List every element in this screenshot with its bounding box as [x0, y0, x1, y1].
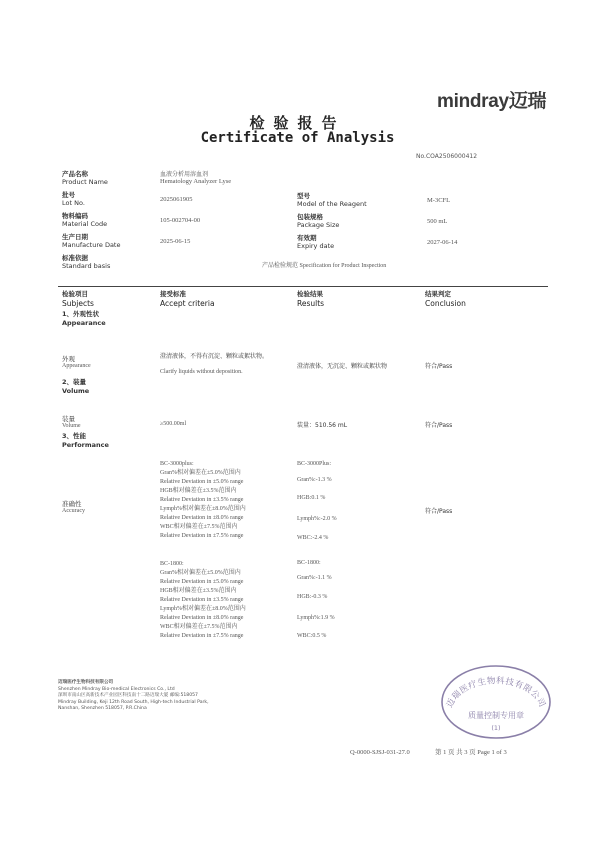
- company-footer: [58, 680, 209, 713]
- volume-criteria: ≥500.00ml: [160, 421, 187, 427]
- form-number: Q-0000-SJSJ-031-27.0: [350, 749, 410, 756]
- product-name-value-en: Hematology Analyzer Lyse: [160, 178, 232, 185]
- accuracy-result-2-gran: Gran%:-1.1 %: [297, 575, 332, 581]
- footer-line: Shenzhen Mindray Bio-medical Electronics Co., Ltd: [58, 686, 175, 692]
- criteria-line: Relative Deviation in ±8.0% range: [160, 615, 244, 621]
- seal-number-text: (1): [491, 724, 501, 732]
- criteria-header-en: Accept criteria: [160, 299, 215, 308]
- criteria-line: Relative Deviation in ±8.0% range: [160, 515, 244, 521]
- appearance-criteria-en: Clarify liquids without deposition.: [160, 369, 243, 375]
- page-number: 第 1 页 共 3 页 Page 1 of 3: [435, 749, 507, 756]
- material-code-label-en: Material Code: [62, 220, 108, 228]
- footer-line: Nanshan, Shenzhen 518057, P.R.China: [58, 706, 147, 712]
- criteria-line: HGB相对偏差在±3.5%范围内: [160, 588, 237, 594]
- model-label-cn: 型号: [297, 192, 310, 200]
- section-volume-title-en: Volume: [62, 387, 90, 395]
- section-volume-title-cn: 2、装量: [62, 378, 87, 386]
- accuracy-result-2-instrument: BC-1800:: [297, 560, 321, 566]
- seal-sub-text: 质量控制专用章: [468, 711, 524, 720]
- standard-basis-value: 产品检验规范 Specification for Product Inspection: [262, 263, 387, 269]
- criteria-line: Gran%相对偏差在±5.0%范围内: [160, 470, 241, 476]
- quality-control-seal: [440, 663, 552, 741]
- accuracy-result-2-lymph: Lymph%:1.9 %: [297, 615, 335, 621]
- footer-line: 深圳市南山区高新技术产业园区科技南十二路迈瑞大厦 邮编:518057: [58, 693, 198, 699]
- seal-graphic: [440, 663, 552, 741]
- volume-result: 装量：510.56 mL: [297, 422, 348, 429]
- accuracy-subject-cn: 准确性: [62, 500, 82, 508]
- manufacture-date-label-cn: 生产日期: [62, 233, 88, 241]
- section-appearance-title-en: Appearance: [62, 319, 106, 327]
- mindray-logo: mindray迈瑞: [437, 91, 547, 112]
- footer-line: 迈瑞医疗生物科技有限公司: [58, 680, 114, 685]
- product-name-label-en: Product Name: [62, 178, 108, 186]
- accuracy-criteria-block-2: [160, 560, 246, 641]
- criteria-line: Relative Deviation in ±3.5% range: [160, 497, 244, 503]
- page-footer: [350, 747, 507, 756]
- appearance-conclusion: 符合/Pass: [425, 363, 453, 370]
- volume-subject-cn: 装量: [62, 415, 75, 423]
- product-name-label-cn: 产品名称: [62, 170, 88, 178]
- lot-no-value: 2025061905: [160, 196, 193, 203]
- package-size-label-cn: 包装规格: [297, 213, 323, 221]
- appearance-criteria-cn: 澄清液体，不得有沉淀、颗粒或絮状物。: [160, 353, 269, 360]
- criteria-line: BC-3000plus:: [160, 461, 194, 467]
- volume-subject-en: Volume: [62, 423, 81, 429]
- material-code-label-cn: 物料编码: [62, 212, 88, 220]
- results-header-cn: 检验结果: [297, 290, 323, 298]
- lot-no-label-cn: 批号: [62, 191, 75, 199]
- accuracy-result-2-wbc: WBC:0.5 %: [297, 633, 327, 639]
- criteria-line: Gran%相对偏差在±5.0%范围内: [160, 570, 241, 576]
- appearance-subject-cn: 外观: [62, 355, 75, 363]
- subjects-header-cn: 检验项目: [62, 290, 88, 298]
- criteria-line: Relative Deviation in ±3.5% range: [160, 597, 244, 603]
- footer-line: Mindray Building, Keji 12th Road South, High-tech Industrial Park,: [58, 699, 209, 705]
- appearance-result: 澄清液体，无沉淀、颗粒或絮状物: [297, 363, 388, 370]
- criteria-line: Relative Deviation in ±5.0% range: [160, 479, 244, 485]
- table-top-rule: [58, 286, 548, 287]
- accuracy-result-1-lymph: Lymph%:-2.0 %: [297, 516, 337, 522]
- appearance-subject-en: Appearance: [62, 363, 91, 369]
- criteria-line: Relative Deviation in ±7.5% range: [160, 633, 244, 639]
- volume-conclusion: 符合/Pass: [425, 422, 453, 429]
- conclusion-header-en: Conclusion: [425, 299, 466, 308]
- accuracy-criteria-block-1: [160, 460, 246, 541]
- criteria-line: WBC相对偏差在±7.5%范围内: [160, 624, 238, 630]
- accuracy-result-1-wbc: WBC:-2.4 %: [297, 535, 329, 541]
- lot-no-label-en: Lot No.: [62, 199, 85, 207]
- results-header-en: Results: [297, 299, 325, 308]
- conclusion-header-cn: 结果判定: [425, 290, 451, 298]
- accuracy-result-2-hgb: HGB:-0.3 %: [297, 594, 328, 600]
- accuracy-result-1-gran: Gran%:-1.3 %: [297, 477, 332, 483]
- subjects-header-en: Subjects: [62, 299, 94, 308]
- manufacture-date-value: 2025-06-15: [160, 238, 191, 245]
- document-number: No.COA2506000412: [416, 153, 478, 160]
- criteria-line: WBC相对偏差在±7.5%范围内: [160, 524, 238, 530]
- title-chinese: 检验报告: [249, 114, 346, 132]
- accuracy-conclusion: 符合/Pass: [425, 508, 453, 515]
- expiry-date-value: 2027-06-14: [427, 239, 458, 246]
- criteria-header-cn: 接受标准: [160, 290, 186, 298]
- product-name-value-cn: 血液分析用溶血剂: [160, 171, 209, 178]
- title-english: Certificate of Analysis: [200, 130, 395, 146]
- standard-basis-label-en: Standard basis: [62, 262, 111, 270]
- section-performance-title-en: Performance: [62, 441, 109, 449]
- expiry-date-label-cn: 有效期: [297, 234, 317, 242]
- criteria-line: Lymph%相对偏差在±8.0%范围内: [160, 606, 246, 612]
- standard-basis-label-cn: 标准依据: [62, 254, 88, 262]
- section-performance-title-cn: 3、性能: [62, 432, 87, 440]
- package-size-label-en: Package Size: [297, 221, 340, 229]
- model-label-en: Model of the Reagent: [297, 200, 367, 208]
- manufacture-date-label-en: Manufacture Date: [62, 241, 121, 249]
- accuracy-subject-en: Accuracy: [62, 508, 85, 514]
- seal-company-text: 迈瑞医疗生物科技有限公司: [444, 676, 548, 710]
- package-size-value: 500 mL: [427, 218, 448, 225]
- svg-text:迈瑞医疗生物科技有限公司: [445, 675, 547, 709]
- criteria-line: Lymph%相对偏差在±8.0%范围内: [160, 506, 246, 512]
- criteria-line: HGB相对偏差在±3.5%范围内: [160, 488, 237, 494]
- accuracy-result-1-instrument: BC-3000Plus:: [297, 461, 332, 467]
- criteria-line: BC-1800:: [160, 561, 184, 567]
- model-value: M-3CFL: [427, 197, 451, 204]
- section-appearance-title-cn: 1、外观性状: [62, 310, 100, 318]
- criteria-line: Relative Deviation in ±5.0% range: [160, 579, 244, 585]
- material-code-value: 105-002704-00: [160, 217, 201, 224]
- expiry-date-label-en: Expiry date: [297, 242, 335, 250]
- accuracy-result-1-hgb: HGB:0.1 %: [297, 495, 326, 501]
- criteria-line: Relative Deviation in ±7.5% range: [160, 533, 244, 539]
